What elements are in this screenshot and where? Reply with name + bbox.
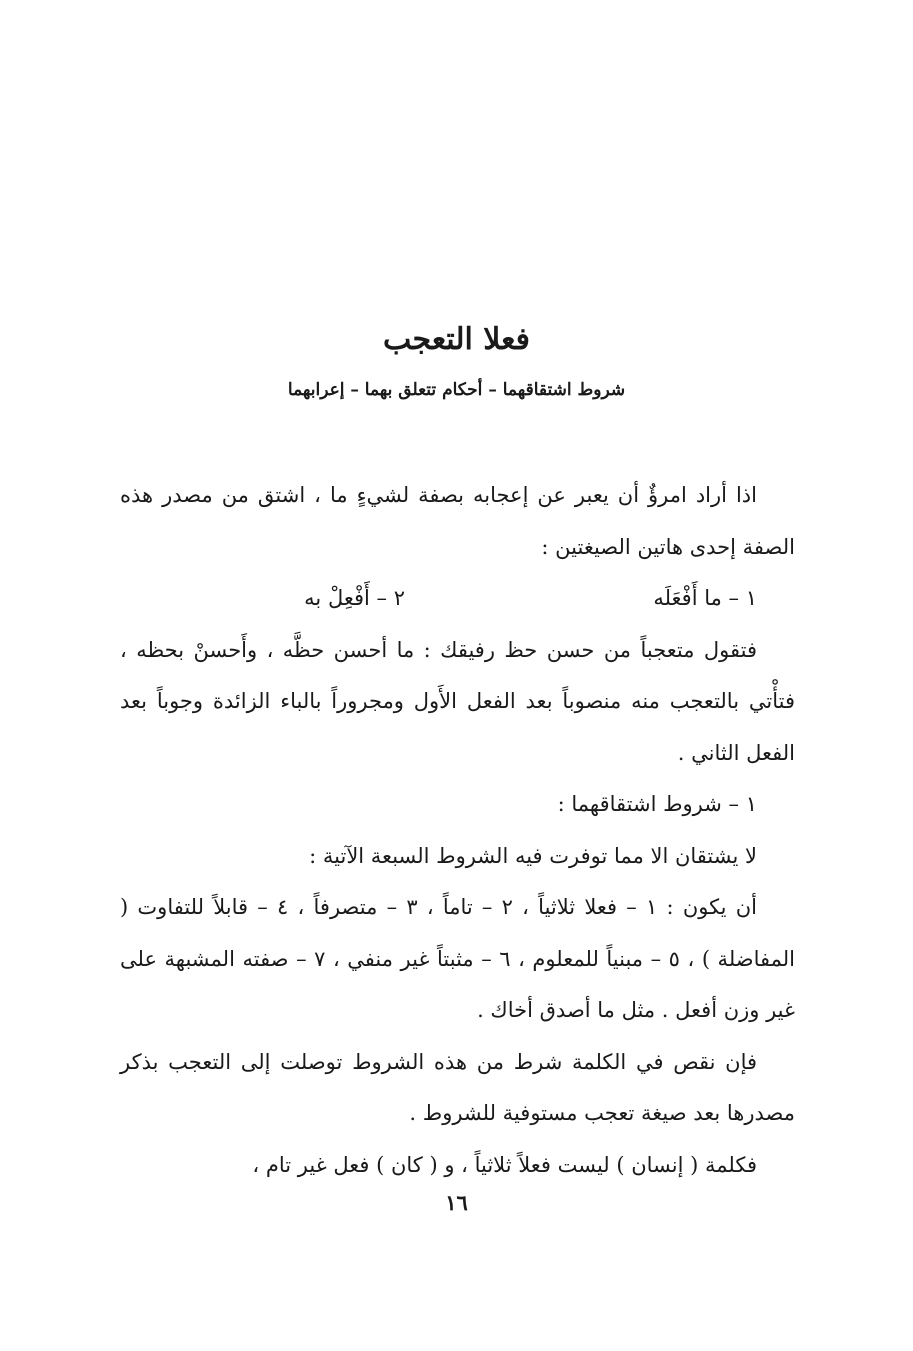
paragraph-intro: اذا أراد امرؤٌ أن يعبر عن إعجابه بصفة لشيءٍ ما ، اشتق من مصدر هذه الصفة إحدى هاتين الصيغتين : [120,483,795,559]
form-afil-bihi: ٢ – أَفْعِلْ به [304,586,405,610]
paragraph-examples-continued: فكلمة ( إنسان ) ليست فعلاً ثلاثياً ، و ( كان ) فعل غير تام ، [252,1152,757,1177]
forms-line [120,573,795,625]
paragraph-conditions-intro: لا يشتقان الا مما توفرت فيه الشروط السبعة الآتية : [309,843,757,868]
paragraph-missing-condition: فإن نقص في الكلمة شرط من هذه الشروط توصلت إلى التعجب بذكر مصدرها بعد صيغة تعجب مستوفية للشروط . [120,1049,795,1125]
chapter-subtitle: شروط اشتقاقهما – أحكام تتعلق بهما – إعرابهما [287,380,626,400]
form-ma-afalahu: ١ – ما أَفْعَلَه [653,586,757,610]
body-text [120,470,795,1191]
paragraph-conditions-list: أن يكون : ١ – فعلا ثلاثياً ، ٢ – تاماً ، ٣ – متصرفاً ، ٤ – قابلاً للتفاوت ( المفاضلة ) ، ٥ – مبنياً للمعلوم ، ٦ – مثبتاً غير منفي ، ٧ – صفته المشبهة على غير وزن أفعل . مثل ما أصدق أخاك . [120,895,795,1022]
page-number: ١٦ [445,1190,468,1215]
paragraph-example: فتقول متعجباً من حسن حظ رفيقك : ما أحسن حظَّه ، وأَحسنْ بحظه ، فتأْتي بالتعجب منه منصوباً بعد الفعل الأَول ومجروراً بالباء الزائدة وجوباً بعد الفعل الثاني . [120,637,795,765]
chapter-title: فعلا التعجب [383,322,530,357]
section-heading-conditions: ١ – شروط اشتقاقهما : [557,792,757,816]
